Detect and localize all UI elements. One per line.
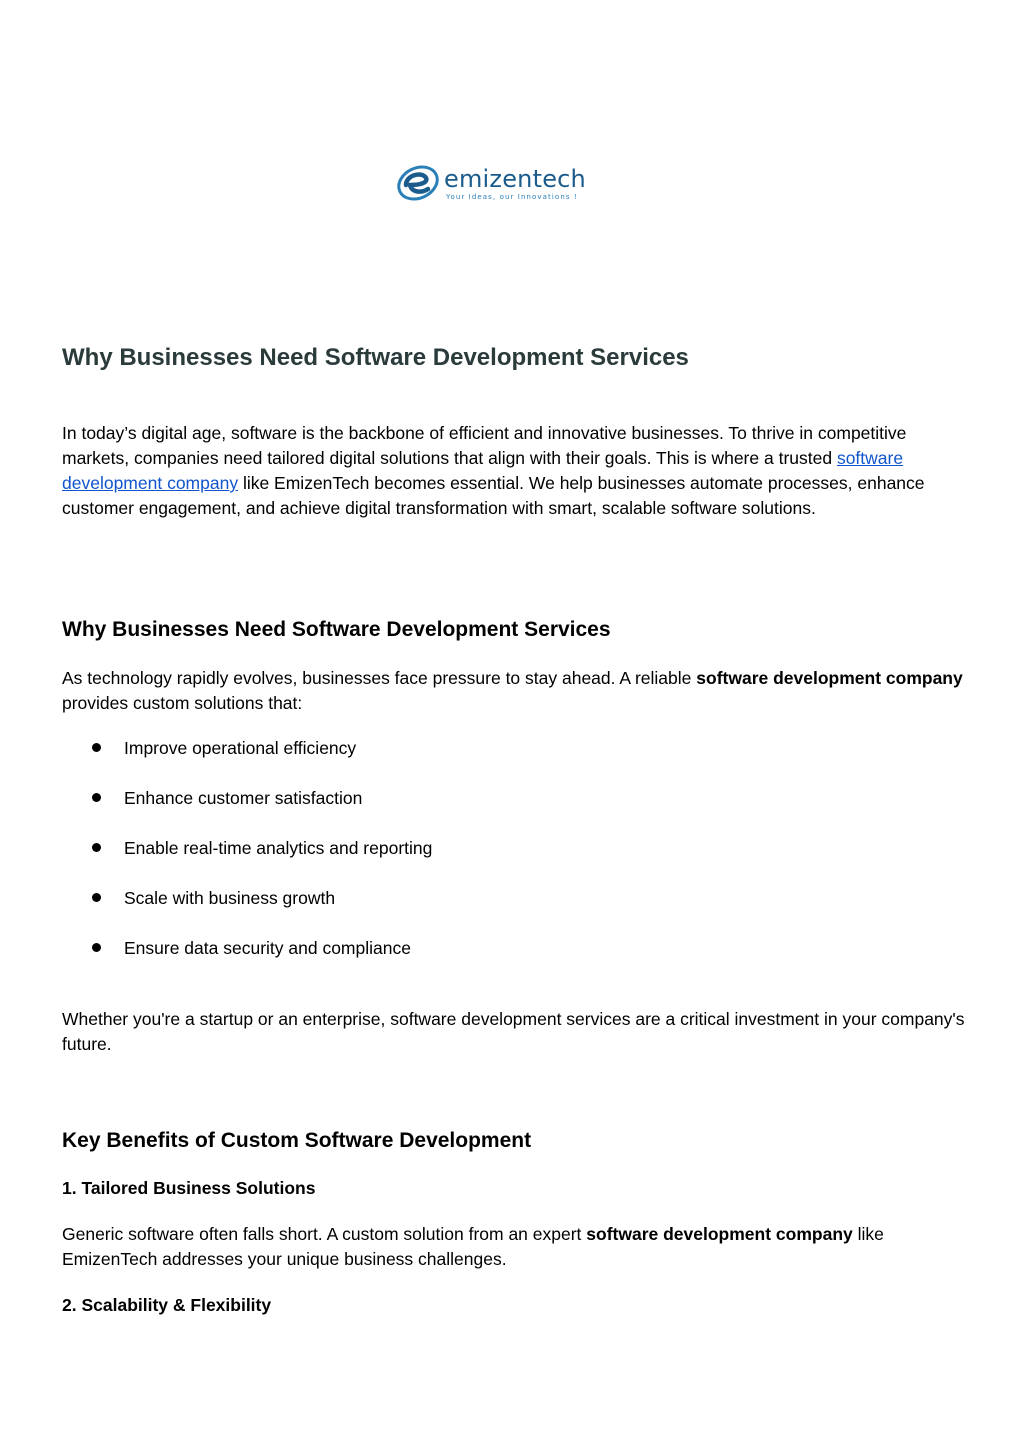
list-item-text: Ensure data security and compliance bbox=[124, 938, 411, 958]
list-item-text: Scale with business growth bbox=[124, 888, 336, 908]
page-title: Why Businesses Need Software Development Services bbox=[62, 344, 689, 371]
section1-paragraph bbox=[62, 666, 972, 716]
sub1-text-after: like EmizenTech addresses your unique business challenges. bbox=[62, 1224, 884, 1269]
brand-logo bbox=[396, 163, 592, 209]
tailored-solutions-paragraph bbox=[62, 1222, 972, 1272]
list-item-text: Enable real-time analytics and reporting bbox=[124, 838, 433, 858]
section-heading-why-businesses: Why Businesses Need Software Development Services bbox=[62, 618, 611, 641]
bullet-icon bbox=[92, 893, 101, 902]
sub1-bold-text: software development company bbox=[586, 1224, 853, 1244]
logo-wordmark: emizentech bbox=[444, 165, 586, 193]
list-item-text: Improve operational efficiency bbox=[124, 738, 357, 758]
list-item-text: Enhance customer satisfaction bbox=[124, 788, 363, 808]
bullet-icon bbox=[92, 743, 101, 752]
sub1-text-before: Generic software often falls short. A custom solution from an expert bbox=[62, 1224, 587, 1244]
bullet-icon bbox=[92, 843, 101, 852]
logo-tagline: Your Ideas, our Innovations ! bbox=[446, 193, 578, 201]
bullet-icon bbox=[92, 943, 101, 952]
section1-text-after: provides custom solutions that: bbox=[62, 693, 303, 713]
bullet-icon bbox=[92, 793, 101, 802]
subheading-scalability: 2. Scalability & Flexibility bbox=[62, 1295, 272, 1315]
section1-closing-paragraph: Whether you're a startup or an enterprise, software development services are a critical investment in your company's future. bbox=[62, 1009, 965, 1054]
section1-text-before: As technology rapidly evolves, businesses face pressure to stay ahead. A reliable bbox=[62, 668, 697, 688]
intro-text-after: like EmizenTech becomes essential. We help businesses automate processes, enhance customer engagement, and achieve digital transformation with smart, scalable software solutions. bbox=[62, 473, 925, 518]
section1-bold-text: software development company bbox=[696, 668, 963, 688]
intro-paragraph bbox=[62, 421, 972, 521]
software-development-company-link[interactable]: software development company bbox=[62, 448, 904, 493]
subheading-tailored-solutions: 1. Tailored Business Solutions bbox=[62, 1178, 316, 1198]
emizentech-e-logo-icon bbox=[396, 163, 440, 203]
intro-text-before: In today’s digital age, software is the backbone of efficient and innovative businesses. To thrive in competitive markets, companies need tailored digital solutions that align with their goals. This is where a trusted bbox=[62, 423, 907, 468]
section-heading-key-benefits: Key Benefits of Custom Software Development bbox=[62, 1129, 532, 1152]
